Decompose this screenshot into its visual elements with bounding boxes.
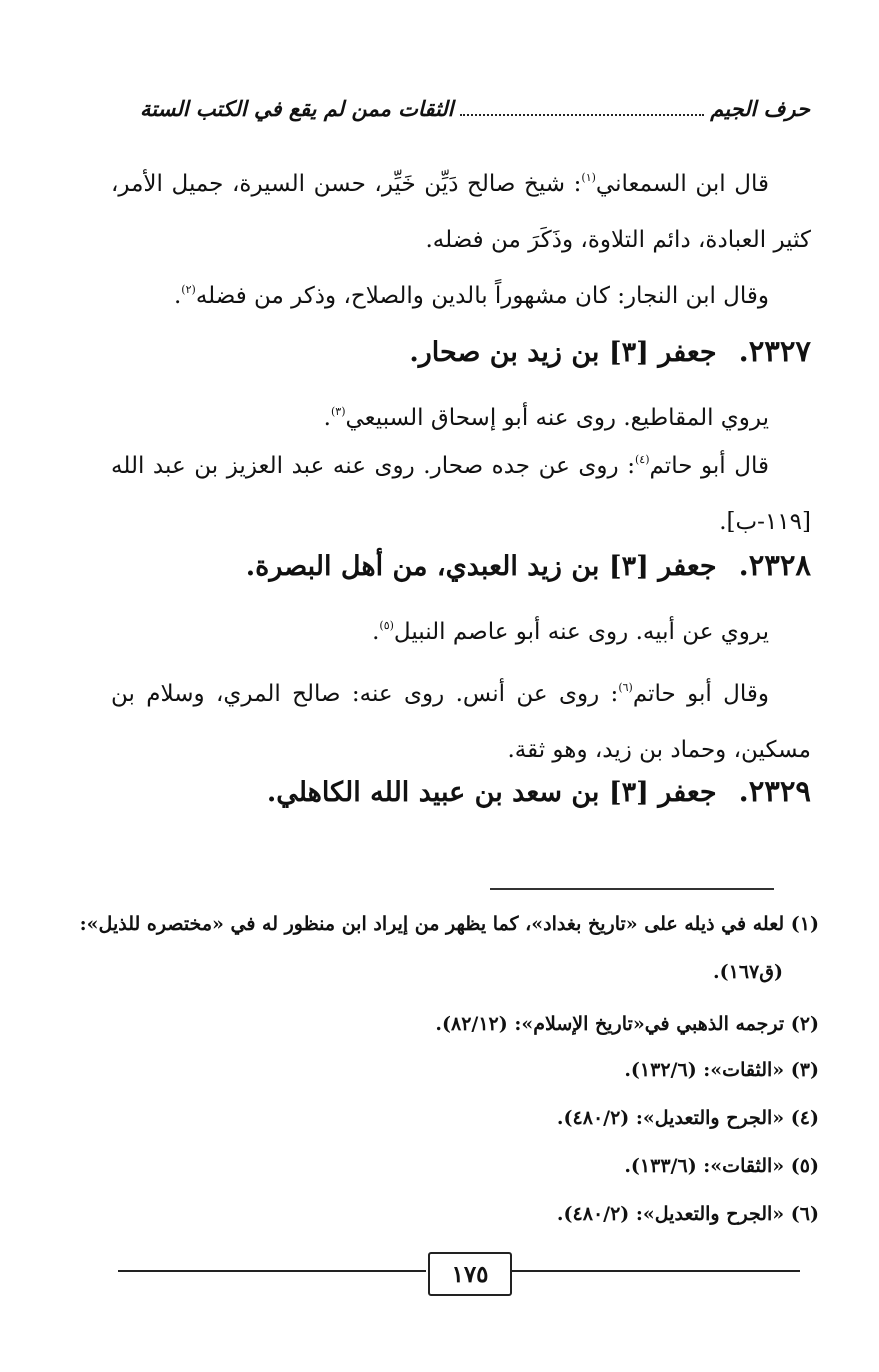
footnote-text: «الجرح والتعديل»: (٤٨٠/٢).: [556, 1107, 785, 1129]
footnote-mark: (٢): [790, 1013, 819, 1035]
footnote-mark: (٤): [790, 1107, 819, 1129]
footnote-ref: (٥): [379, 619, 394, 632]
footnote-text: «الجرح والتعديل»: (٤٨٠/٢).: [556, 1203, 785, 1225]
footnote: [59, 1046, 819, 1094]
footer-rule: [118, 1270, 426, 1272]
footnote: [59, 1190, 819, 1238]
paragraph: قال ابن السمعاني$^{(١)}$: شيخ صالح دَيِّن خَيِّر، حسن السيرة، جميل الأمر، كثير العبادة، دائم التلاوة، وذَكَرَ من فضله.: [111, 171, 811, 253]
footnote-separator: [490, 888, 774, 890]
entry-title: جعفر [٣] بن زيد بن صحار.: [409, 337, 717, 368]
paragraph: يروي المقاطيع. روى عنه أبو إسحاق السبيعي$^{(٣)}$.: [323, 405, 769, 431]
footnote-ref: (٤): [634, 453, 650, 466]
paragraph: وقال أبو حاتم$^{(٦)}$: روى عن أنس. روى عنه: صالح المري، وسلام بن مسكين، وحماد بن زيد، وهو ثقة.: [111, 681, 811, 763]
entry-number: ٢٣٢٩.: [738, 774, 811, 808]
footnote-continuation: (ق١٦٧).: [713, 961, 783, 983]
page-number: ١٧٥: [428, 1252, 512, 1296]
entry-number: ٢٣٢٨.: [738, 548, 811, 582]
entry-title: جعفر [٣] بن زيد العبدي، من أهل البصرة.: [245, 551, 717, 582]
footer-rule: [508, 1270, 800, 1272]
footnote: [59, 1094, 819, 1142]
paragraph: يروي عن أبيه. روى عنه أبو عاصم النبيل$^{(٥)}$.: [372, 619, 769, 645]
footnote-text: «الثقات»: (١٣٢/٦).: [624, 1059, 785, 1081]
footnote: [59, 1000, 819, 1048]
footnote-mark: (١): [790, 913, 819, 935]
entry-heading: [111, 766, 811, 818]
footnote: [59, 900, 819, 996]
entry-number: ٢٣٢٧.: [738, 334, 811, 368]
footnote: [59, 1142, 819, 1190]
paragraph: وقال ابن النجار: كان مشهوراً بالدين والصلاح، وذكر من فضله$^{(٢)}$.: [173, 283, 769, 309]
header-book-title: الثقات ممن لم يقع في الكتب الستة: [140, 96, 454, 121]
header-dot-leader: [460, 113, 705, 116]
footnote-ref: (٢): [181, 283, 196, 296]
running-header: [140, 96, 810, 122]
footnote-text: «الثقات»: (١٣٣/٦).: [624, 1155, 785, 1177]
entry-heading: [111, 540, 811, 592]
footnote-mark: (٦): [790, 1203, 819, 1225]
footnote-ref: (١): [581, 171, 596, 184]
entry-title: جعفر [٣] بن سعد بن عبيد الله الكاهلي.: [266, 777, 717, 808]
footnote-ref: (٣): [330, 405, 346, 418]
header-section-title: حرف الجيم: [710, 96, 810, 121]
paragraph: قال أبو حاتم$^{(٤)}$: روى عن جده صحار. روى عنه عبد العزيز بن عبد الله [١١٩-ب].: [111, 453, 811, 535]
footnote-mark: (٣): [790, 1059, 819, 1081]
footnote-ref: (٦): [618, 681, 633, 694]
footnote-text: ترجمه الذهبي في«تاريخ الإسلام»: (٨٢/١٢).: [435, 1013, 785, 1035]
footnote-mark: (٥): [790, 1155, 819, 1177]
entry-heading: [111, 326, 811, 378]
footnote-text: لعله في ذيله على «تاريخ بغداد»، كما يظهر من إيراد ابن منظور له في «مختصره للذيل»:: [79, 913, 785, 935]
